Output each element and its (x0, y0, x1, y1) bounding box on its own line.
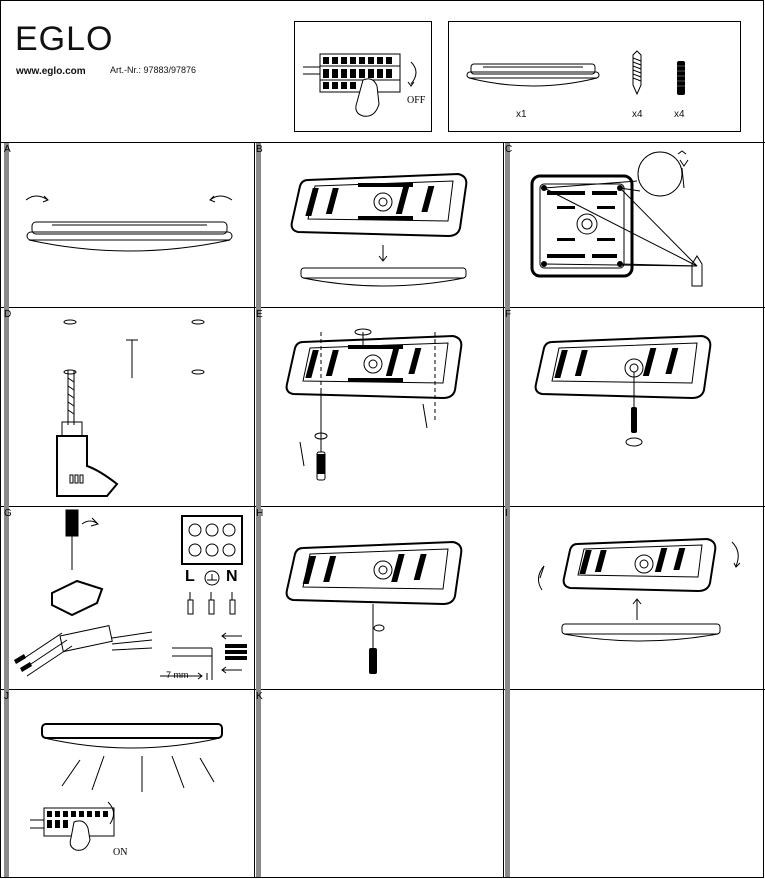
grid-line (0, 307, 765, 308)
step-label-h: H (256, 508, 264, 519)
grid-line (0, 689, 765, 690)
off-label: OFF (407, 95, 426, 106)
wall-plug-quantity: x4 (674, 109, 685, 120)
step-h-illustration (263, 508, 503, 686)
grid-line (0, 142, 765, 143)
step-label-i: I (505, 508, 508, 519)
step-f-illustration (512, 312, 752, 502)
step-label-e: E (256, 309, 263, 320)
lamp-part-icon (463, 58, 603, 98)
terminal-switch-off-illustration (295, 22, 433, 133)
wall-plug-icon (676, 60, 686, 96)
step-label-b: B (256, 144, 263, 155)
step-label-c: C (505, 144, 513, 155)
column-divider (503, 143, 504, 877)
lamp-quantity: x1 (516, 109, 527, 120)
live-terminal-label: L (185, 568, 195, 585)
website-url: www.eglo.com (16, 66, 86, 77)
step-i-illustration (512, 508, 752, 686)
brand-logo: EGLO (15, 20, 114, 58)
on-label: ON (113, 847, 128, 858)
screw-quantity: x4 (632, 109, 643, 120)
power-off-box (294, 21, 432, 132)
grid-line (0, 506, 765, 507)
step-label-j: J (4, 691, 9, 702)
step-a-illustration (12, 150, 252, 300)
step-label-f: F (505, 309, 512, 320)
step-j-illustration (12, 694, 252, 874)
step-e-illustration (263, 312, 503, 502)
parts-box (448, 21, 741, 132)
step-label-k: K (256, 691, 263, 702)
strip-length-label: 7 mm (166, 670, 189, 680)
step-label-g: G (4, 508, 12, 519)
step-label-d: D (4, 309, 12, 320)
step-label-a: A (4, 144, 11, 155)
step-b-illustration (263, 150, 503, 300)
article-number: Art.-Nr.: 97883/97876 (110, 65, 197, 75)
neutral-terminal-label: N (226, 568, 238, 585)
column-divider (254, 143, 255, 877)
screw-icon (630, 50, 644, 96)
step-g-illustration (12, 508, 252, 686)
step-c-illustration (512, 146, 757, 306)
step-d-illustration (12, 310, 252, 505)
